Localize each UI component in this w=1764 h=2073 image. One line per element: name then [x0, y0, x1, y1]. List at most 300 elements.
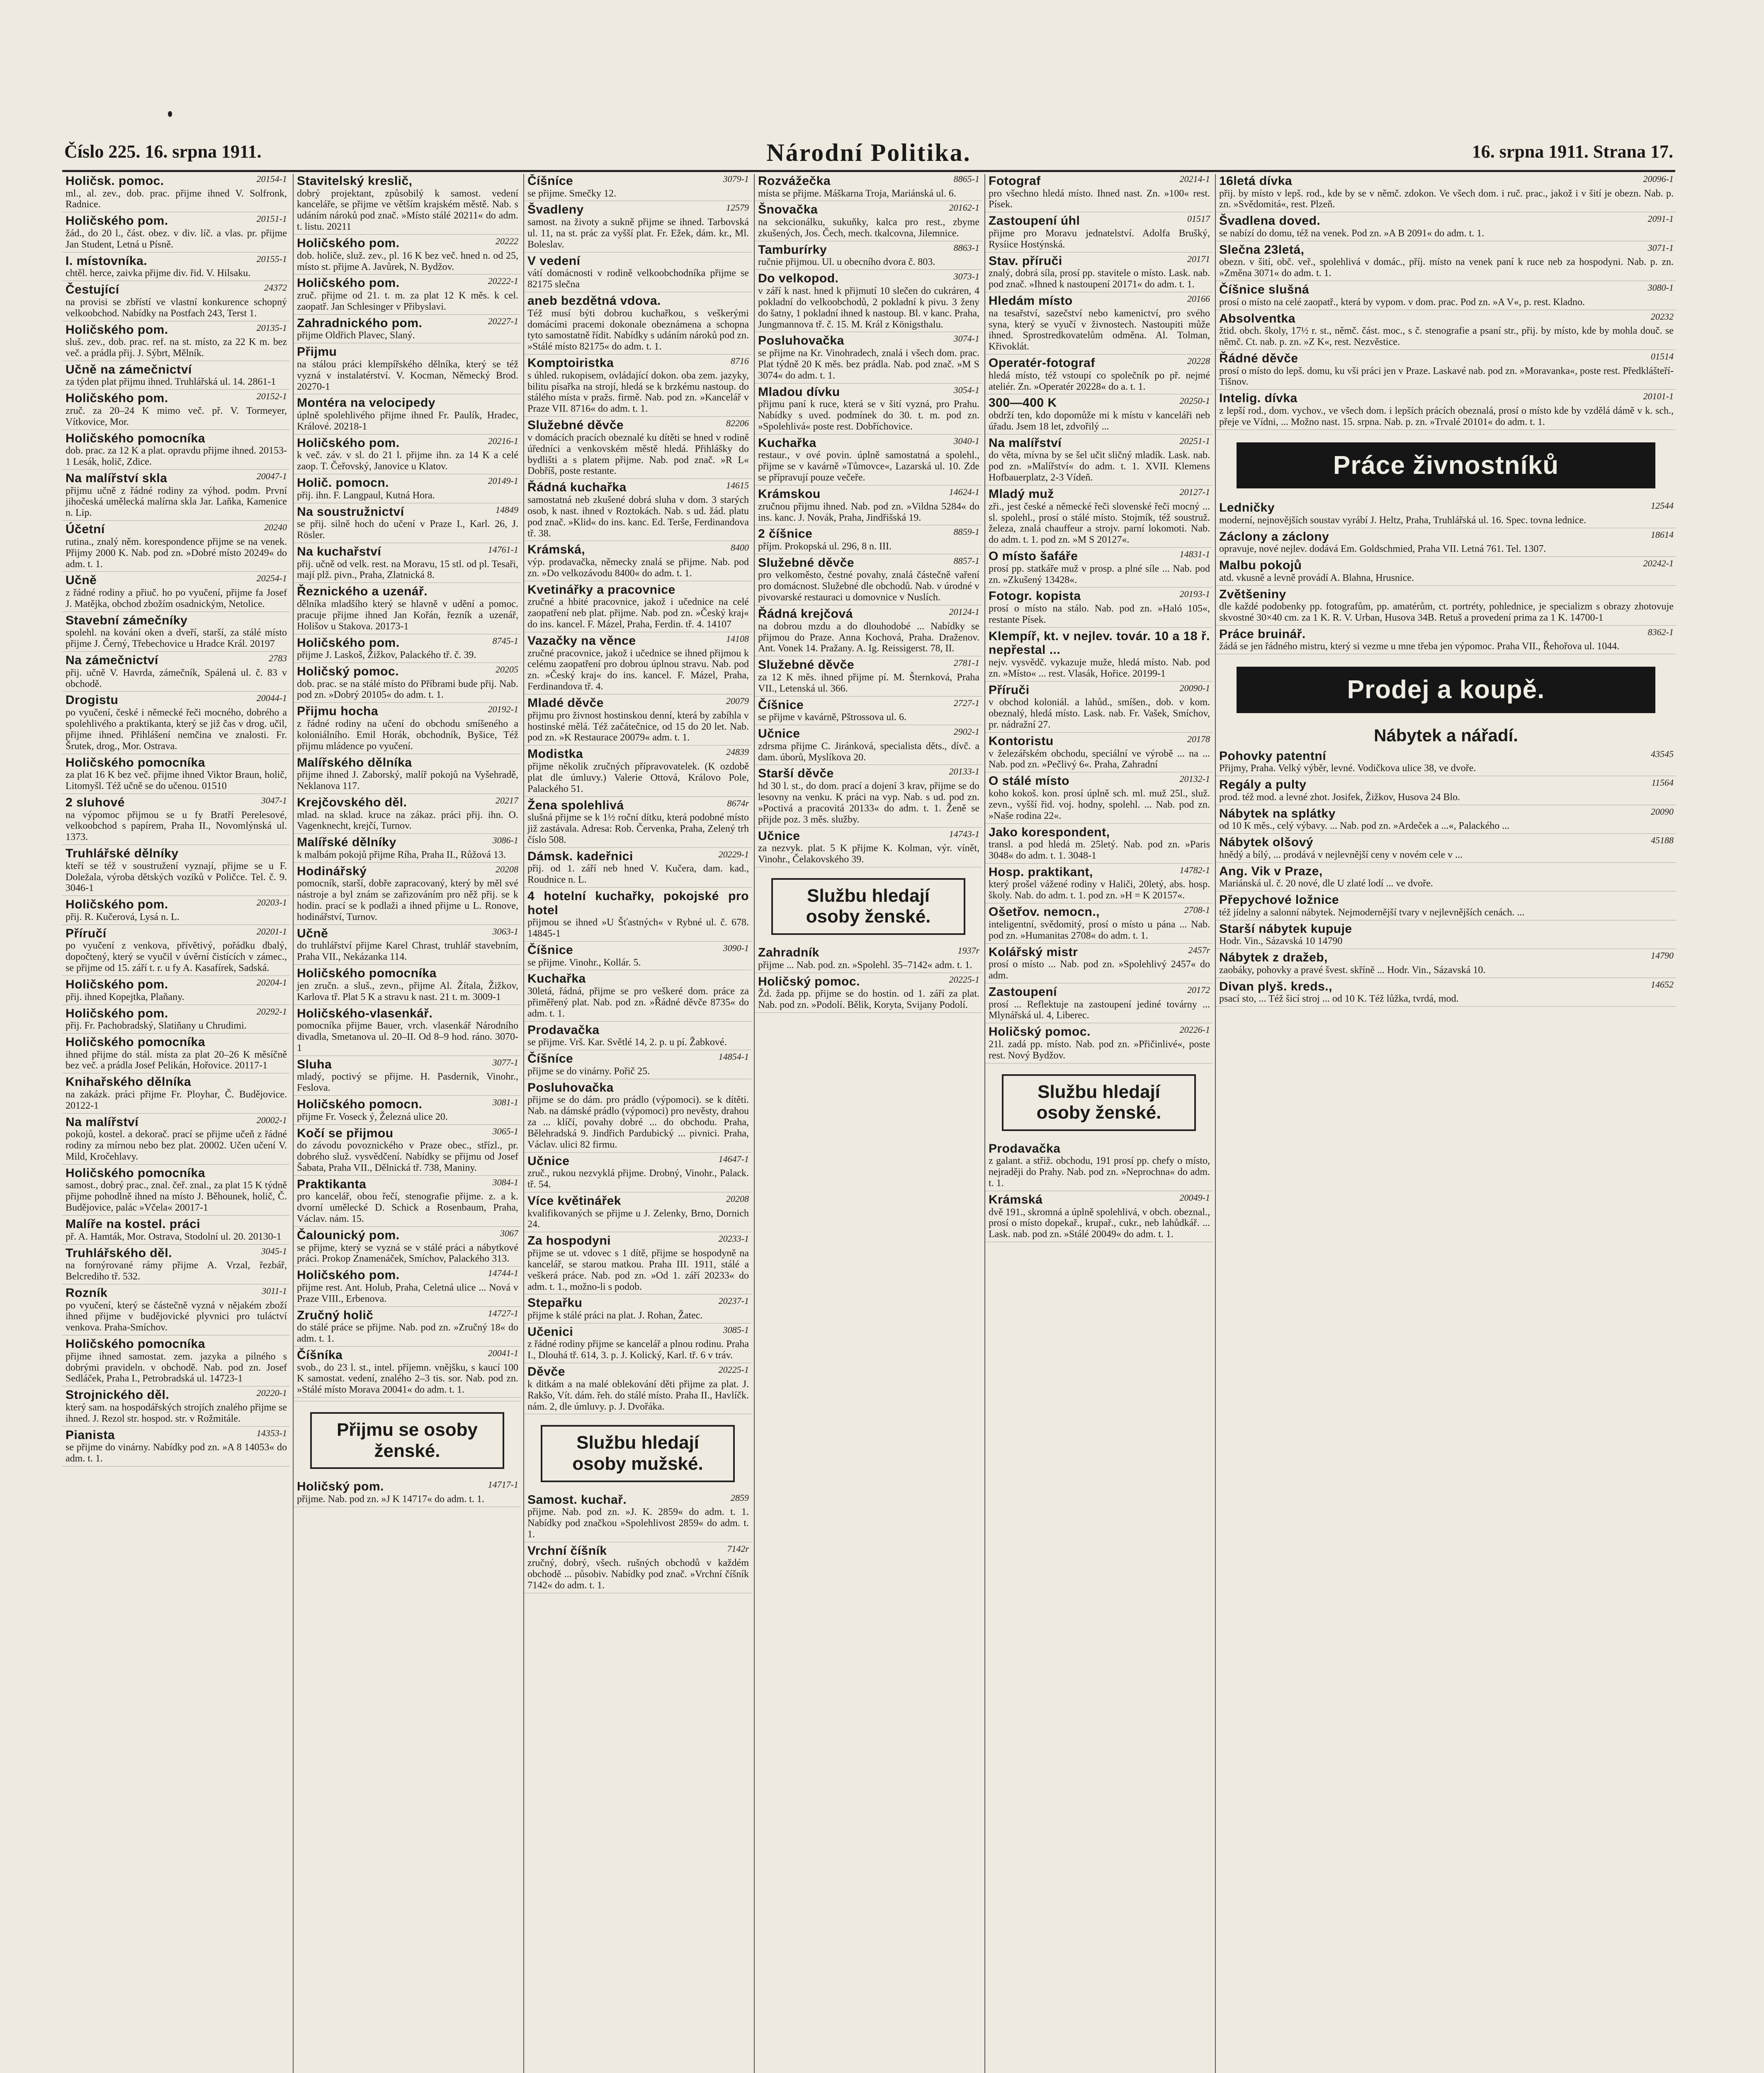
classified-ad [524, 356, 751, 417]
ad-body: přijme ... Nab. pod. zn. »Spolehl. 35–7142« adm. t. 1. [758, 959, 972, 971]
ad-number: 20222-1 [488, 276, 518, 286]
classified-ad [524, 696, 751, 745]
classified-ad [524, 174, 751, 201]
classified-ad [294, 345, 521, 394]
ad-number: 20208 [726, 1193, 749, 1204]
ad-body: prosí o místo na celé zaopatř., která by vypom. v dom. prac. Pod zn. »A V«, p. rest. Kladno. [1219, 296, 1585, 308]
ad-body: dobrý projektant, způsobilý k samost. vedení kanceláře, se přijme ve větším krajském městě. Nab. s udáním nároků pod znač. »Místo stálé 20211« do adm. t. listu. 20211 [297, 188, 518, 233]
ad-number: 20237-1 [718, 1296, 749, 1306]
classified-ad [755, 607, 982, 656]
ad-heading: Na malířství [66, 1115, 139, 1129]
ad-heading: Holičského pom. [297, 636, 400, 650]
classified-ad [62, 363, 289, 390]
ad-body: příjm. Prokopská ul. 296, 8 n. III. [758, 541, 892, 552]
ad-body: přijme J. Laskoš, Žižkov, Palackého tř. č. 39. [297, 650, 476, 661]
classified-ad [524, 1052, 751, 1079]
ad-body: přijme rest. Ant. Holub, Praha, Celetná ulice ... Nová v Praze VIII., Erbenova. [297, 1282, 518, 1304]
ad-heading: Mladou dívku [758, 385, 840, 399]
ad-heading: Holičského pom. [66, 323, 168, 337]
ad-number: 8865-1 [953, 174, 979, 184]
ad-heading: Vrchní číšník [527, 1544, 607, 1558]
ad-number: 24372 [264, 282, 287, 293]
ad-heading: Služebné děvče [758, 658, 855, 672]
ad-heading: Komptoiristka [527, 356, 614, 370]
ad-number: 20041-1 [488, 1348, 518, 1358]
ad-heading: Holičského pomocníka [66, 1166, 205, 1180]
ad-body: přijme k stálé práci na plat. J. Rohan, Žatec. [527, 1310, 703, 1321]
ad-body: Přijmy, Praha. Velký výběr, levné. Vodičkova ulice 38, ve dvoře. [1219, 763, 1476, 774]
ad-heading: Absolventka [1219, 311, 1295, 325]
section-banner-sales: Prodej a koupě. [1237, 667, 1655, 713]
ad-body: hledá místo, též vstoupí co společník po př. nejmé ateliér. Zn. »Operatér 20228« do a. t. 1. [989, 370, 1210, 392]
ad-body: přij. R. Kučerová, Lysá n. L. [66, 911, 180, 922]
classified-ad [985, 905, 1212, 943]
ad-body: přijme se ut. vdovec s 1 dítě, přijme se hospodyně na kancelář, se starou matkou. Praha III. 1911, stálé a veškerá práce. Nab. pod zn. »Od 1. září 20233« do adm. t. 1., možno-li s podob. [527, 1248, 749, 1292]
ad-body: výp. prodavačka, německy znalá se přijme. Nab. pod zn. »Do velkozávodu 8400« do adm. t. 1. [527, 557, 749, 579]
classified-ad [294, 796, 521, 834]
ad-heading: Modistka [527, 747, 583, 761]
classified-ad [524, 1493, 751, 1542]
ad-number: 8400 [731, 542, 749, 553]
ad-body: do stálé práce se přijme. Nab. pod zn. »Zručný 18« do adm. t. 1. [297, 1322, 518, 1345]
ad-heading: Starší děvče [758, 767, 834, 781]
ad-body: od 10 K měs., celý výbavy. ... Nab. pod zn. »Ardeček a ...«, Palackého ... [1219, 820, 1510, 832]
ad-heading: Mladý muž [989, 487, 1054, 501]
ad-body: z lepší rod., dom. vychov., ve všech dom. i lepších prácích obeznalá, prosí o místo kde by vzdělá dámě v k. sch., přeje ve Vídni, ... Možno nast. 15. srpna. Nab. p. zn. »Trvalé 20101« do adm. t. 1. [1219, 405, 1674, 427]
newspaper-title: Národní Politika. [766, 139, 971, 166]
ad-heading: Zastoupení [989, 985, 1057, 999]
ad-heading: Malířského dělníka [297, 755, 412, 769]
ad-body: z galant. a střiž. obchodu, 191 prosí pp. chefy o místo, nejraději do Prahy. Nab. pod zn. »Neprochna« do adm. t. 1. [989, 1155, 1210, 1189]
classified-ad [985, 487, 1212, 548]
ad-body: po vyučení, který se částečně vyzná v nějakém zboží ihned přijme v budějovické plyvnici pro tuláctví venkova. Praha-Smíchov. [66, 1300, 287, 1333]
ad-number: 20162-1 [949, 202, 979, 213]
header-rule [62, 170, 1675, 172]
ad-body: se nabízí do domu, též na venek. Pod zn. »A B 2091« do adm. t. 1. [1219, 228, 1485, 239]
ad-heading: Na zámečnictví [66, 653, 158, 668]
ad-heading: Učně [297, 926, 328, 940]
ad-body: žád., do 20 l., část. obez. v div. líč. a vlas. pr. přijme Jan Student, Letná u Písně. [66, 228, 287, 250]
classified-ad [755, 385, 982, 435]
ad-heading: Šnovačka [758, 203, 818, 217]
classified-ad [62, 391, 289, 430]
ad-number: 20254-1 [256, 573, 287, 584]
ad-body: přij. ihn. F. Langpaul, Kutná Hora. [297, 490, 435, 501]
ad-heading: Na soustružnictví [297, 505, 404, 519]
ad-heading: Regály a pulty [1219, 778, 1307, 792]
ad-body: zručný, dobrý, všech. rušných obchodů v každém obchodě ... působiv. Nabídky pod znač. »Vrchní číšník 7142« do adm. t. 1. [527, 1558, 749, 1591]
ad-heading: Holičského pom. [297, 276, 400, 290]
ad-number: 20220-1 [256, 1388, 287, 1398]
ad-number: 14790 [1651, 950, 1674, 961]
ad-number: 20225-1 [718, 1364, 749, 1375]
ad-heading: 300—400 K [989, 396, 1057, 410]
ad-heading: Švadlena doved. [1219, 214, 1321, 228]
ad-heading: Více květinářek [527, 1194, 621, 1208]
ad-number: 20166 [1187, 294, 1210, 304]
ad-heading: Kuchařka [758, 436, 816, 450]
issue-number: Číslo 225. 16. srpna 1911. [64, 141, 262, 162]
ad-heading: Krámská, [527, 543, 586, 557]
classified-ad [1216, 922, 1676, 949]
classified-ad [294, 704, 521, 754]
ad-body: žádá se jen řádného mistru, který si vezme u mne třeba jen výpomoc. Praha VII., Řehořova ul. 1044. [1219, 641, 1620, 652]
classified-ad [755, 487, 982, 525]
ad-heading: Krámská [989, 1193, 1043, 1206]
ad-body: na tesařství, sazečství nebo kamenictví, pro svého syna, který se vyučí v živnostech. Nastoupiti může ihned. Sprostredkovatelům odměna. Al. Tolman, Křivoklát. [989, 308, 1210, 352]
ad-number: 8857-1 [953, 555, 979, 566]
ad-number: 45188 [1651, 835, 1674, 846]
ad-number: 3063-1 [492, 926, 518, 937]
classified-ad [294, 236, 521, 274]
ad-body: do truhlářství přijme Karel Chrast, truhlář stavebním, Praha VII., Nekázanka 114. [297, 940, 518, 963]
classified-columns [62, 174, 1675, 2073]
ad-heading: Přepychové ložnice [1219, 893, 1339, 907]
ad-body: přijmou se ihned »U Šťastných« v Rybné ul. č. 678. 14845-1 [527, 917, 749, 939]
ad-body: zruč. přijme od 21. t. m. za plat 12 K měs. k cel. zaopatř. Jan Schlesinger v Přibyslavi. [297, 290, 518, 312]
classified-ad [294, 1007, 521, 1056]
ad-heading: 4 hotelní kuchařky, pokojské pro hotel [527, 889, 749, 917]
ad-number: 3054-1 [953, 384, 979, 395]
ad-body: na provisi se zbřístí ve vlastní konkurence schopný velkoobchod. Nabídky na Postfach 243, Terst 1. [66, 296, 287, 319]
ad-heading: Nábytek na splátky [1219, 806, 1336, 820]
ad-body: obezn. v šití, obč. veř., spolehlivá v domác., příj. místo na venek paní k ruce neb za hospodyni. Nab. p. zn. »Změna 3071« do adm. t. 1. [1219, 257, 1674, 279]
ad-body: z řádné rodiny a přiuč. ho po vyučení, přijme fa Josef J. Matějka, obchod zbožím osadnickým, Netolice. [66, 587, 287, 609]
ad-number: 14717-1 [488, 1479, 518, 1490]
classified-ad [755, 527, 982, 554]
ad-number: 20292-1 [256, 1006, 287, 1017]
ad-body: do závodu povoznického v Praze obec., střízl., pr. dobrého služ. vysvědčení. Nabídky se přijmu od Josef Šabata, Praha VII., Dělnická tř. 738, Maniny. [297, 1140, 518, 1173]
classified-ad [62, 1115, 289, 1165]
ad-heading: Služebné děvče [527, 418, 624, 432]
ad-body: samost., dobrý prac., znal. čeř. znal., za plat 15 K týdně přijme pohodlně ihned na místo J. Běhounek, holič, Č. Budějovice, palác »Včela« 20017-1 [66, 1180, 287, 1214]
ad-heading: Rozník [66, 1286, 108, 1300]
ad-heading: Klempíř, kt. v nejlev. továr. 10 a 18 ř. nepřestal ... [989, 629, 1210, 657]
ad-heading: Fotogr. kopista [989, 589, 1081, 603]
classified-ad [524, 203, 751, 252]
ad-body: prosí ... Reflektuje na zastoupení jediné továrny ... Mlynářská ul. 4, Liberec. [989, 999, 1210, 1021]
ad-number: 01517 [1187, 214, 1210, 224]
classified-ad [524, 799, 751, 848]
ad-body: prod. též mod. a levné zhot. Josifek, Žižkov, Husova 24 Blo. [1219, 791, 1460, 803]
ad-heading: Číšníce [527, 1052, 573, 1066]
ad-number: 8859-1 [953, 527, 979, 537]
ad-number: 20178 [1187, 733, 1210, 744]
ad-body: ručnie přijmou. Ul. u obecního dvora č. 803. [758, 257, 935, 268]
ad-body: transl. a pod hledá m. 25letý. Nab. pod zn. »Paris 3048« do adm. t. 1. 3048-1 [989, 839, 1210, 861]
ad-heading: Samost. kuchař. [527, 1493, 627, 1507]
ad-body: za 12 K měs. ihned přijme pí. M. Šternková, Praha VII., Letenská ul. 366. [758, 672, 979, 694]
ad-number: 3047-1 [261, 795, 287, 806]
ad-number: 3090-1 [723, 943, 749, 953]
ad-heading: Kuchařka [527, 972, 586, 986]
classified-ad [985, 356, 1212, 394]
ad-body: dob. holiče, služ. zev., pl. 16 K bez več. hned n. od 25, místo st. přijme A. Javůrek, N. Bydžov. [297, 250, 518, 272]
classified-ad [524, 294, 751, 354]
classified-ad [1216, 893, 1676, 920]
ad-number: 20251-1 [1179, 435, 1210, 446]
ad-number: 20154-1 [256, 174, 287, 184]
classified-ad [294, 864, 521, 925]
ad-heading: Holičský pomoc. [297, 665, 399, 678]
classified-ad [294, 436, 521, 474]
ad-heading: Posluhovačka [527, 1080, 614, 1095]
ad-heading: Truhlářské dělníky [66, 847, 179, 861]
classified-ad [62, 1388, 289, 1426]
classified-ad [1216, 627, 1676, 654]
ad-body: na sekcionálku, sukuňky, kalca pro rest., zbyme zkušených, Jos. Čech, mech. tkalcovna, Jilemnice. [758, 217, 979, 239]
ad-number: 2859 [731, 1492, 749, 1503]
ad-heading: Do velkopod. [758, 272, 839, 286]
ad-number: 3081-1 [492, 1097, 518, 1108]
ad-heading: Čestující [66, 283, 119, 297]
ad-heading: Krejčovského děl. [297, 795, 407, 809]
classified-ad [755, 436, 982, 485]
ad-heading: Prodavačka [527, 1023, 600, 1037]
ad-number: 14854-1 [718, 1051, 749, 1062]
ad-number: 8716 [731, 356, 749, 367]
ad-number: 7142r [727, 1543, 749, 1554]
ad-number: 14615 [726, 480, 749, 491]
section-box-heading: Službu hledají osoby ženské. [1002, 1074, 1196, 1131]
ad-heading: Přijmu hocha [297, 704, 379, 719]
classified-ad [1216, 352, 1676, 390]
ad-heading: Holičského pomocníka [297, 966, 437, 981]
ad-body: mlad. na sklad. kruce na zákaz. práci přij. ihn. O. Vagenknecht, krejčí, Turnov. [297, 809, 518, 832]
ad-number: 20203-1 [256, 897, 287, 908]
ad-number: 20232 [1651, 311, 1674, 322]
classified-ad [524, 943, 751, 970]
ad-heading: Nábytek olšový [1219, 835, 1314, 850]
ad-heading: Jako korespondent, [989, 825, 1110, 839]
classified-ad [524, 850, 751, 888]
classified-ad [294, 1480, 521, 1507]
ad-body: pro kancelář, obou řečí, stenografie přijme. z. a k. dvorní umělecké D. Schick a Rosenbaum, Praha, Václav. nám. 15. [297, 1191, 518, 1225]
ad-number: 14647-1 [718, 1153, 749, 1164]
classified-ad [62, 614, 289, 652]
classified-ad [62, 323, 289, 361]
classified-ad [1216, 174, 1676, 212]
ad-heading: Holičského pom. [66, 978, 168, 992]
classified-ad [524, 889, 751, 942]
ad-number: 14727-1 [488, 1308, 518, 1318]
classified-ad [1216, 501, 1676, 528]
classified-ad [524, 1365, 751, 1414]
ad-heading: Kvetinářky a pracovnice [527, 583, 675, 597]
bullet-mark [168, 111, 172, 117]
ad-body: přijme se do dám. pro prádlo (výpomoci). se k dítěti. Nab. na dámské prádlo (výpomoci) pro nevěsty, drahou za ... klíčí, povahy dobré ... do obchodu. Praha, Bělehradská 9. Jindřich Pardubický ... pivnici. Praha, Václav. ulici 82 firmu. [527, 1095, 749, 1150]
ad-number: 14782-1 [1179, 864, 1210, 875]
ad-number: 20216-1 [488, 435, 518, 446]
classified-ad [524, 1544, 751, 1593]
ad-number: 2727-1 [953, 697, 979, 708]
ad-number: 20214-1 [1179, 174, 1210, 184]
ad-heading: Švadleny [527, 203, 584, 217]
classified-ad [62, 1246, 289, 1284]
ad-heading: Holičského pom. [66, 898, 168, 912]
classified-ad [294, 396, 521, 434]
section-box-heading: Službu hledají osoby ženské. [771, 878, 965, 935]
ad-number: 18614 [1651, 529, 1674, 540]
ad-number: 8362-1 [1647, 626, 1674, 637]
classified-ad [294, 636, 521, 663]
classified-ad [524, 543, 751, 581]
ad-heading: Holičského pom. [66, 214, 168, 228]
classified-ad [1216, 749, 1676, 776]
classified-ad [985, 865, 1212, 903]
ad-body: přijme ihned J. Zaborský, malíř pokojů na Vyšehradě, Neklanova 117. [297, 769, 518, 792]
classified-ad [755, 272, 982, 332]
ad-heading: Strojnického děl. [66, 1388, 170, 1402]
ad-heading: Řádná kuchařka [527, 481, 627, 495]
ad-number: 20217 [496, 795, 518, 806]
classified-ad [985, 214, 1212, 252]
ad-heading: Holič. pomocn. [297, 476, 389, 490]
ad-body: zručné pracovnice, jakož i učednice se ihned přijmou k celému zaopatření pro dobrou úplnou stravu. Nab. pod zn. »Český kraj« do ins. kancel. F. Mázel, Praha, Ferdinandova tř. 4. [527, 648, 749, 692]
ad-heading: Holičského pomocníka [66, 1337, 205, 1351]
ad-heading: Starší nábytek kupuje [1219, 922, 1352, 936]
ad-body: též jídelny a salonní nábytek. Nejmodernější tvary v nejlevnějších cenách. ... [1219, 907, 1525, 918]
classified-ad [294, 316, 521, 343]
ad-heading: Krámskou [758, 487, 821, 501]
ad-heading: V vedení [527, 254, 581, 268]
ad-heading: Číšnice [527, 943, 573, 957]
classified-ad [524, 418, 751, 479]
ad-body: dle každé podobenky pp. fotografům, pp. amatérům, ct. portréty, pohlednice, je specializm s obrazy zhotovuje skvostné 30×40 cm. za 1 K. R. V. Urban, Husova 34B. Retuš a provedení prima za 1 K. 14700-1 [1219, 601, 1674, 623]
classified-ad [755, 727, 982, 765]
ad-heading: Ang. Vik v Praze, [1219, 864, 1323, 878]
ad-heading: Kočí se přijmou [297, 1126, 394, 1140]
classified-ad [62, 1035, 289, 1073]
ad-number: 43545 [1651, 748, 1674, 759]
ad-body: 21l. zadá pp. místo. Nab. pod zn. »Přičinlivé«, poste rest. Nový Bydžov. [989, 1039, 1210, 1061]
ad-number: 20228 [1187, 356, 1210, 367]
ad-body: přijme. Nab. pod zn. »J K 14717« do adm. t. 1. [297, 1494, 484, 1505]
ad-number: 2708-1 [1184, 905, 1210, 915]
classified-ad [62, 1337, 289, 1386]
ad-body: přij. Fr. Pachobradský, Slatiňany u Chrudimi. [66, 1020, 247, 1032]
classified-ad [524, 1081, 751, 1153]
ad-heading: Děvče [527, 1365, 565, 1379]
ad-number: 3071-1 [1647, 242, 1674, 253]
ad-body: zručné a hbité pracovnice, jakož i učednice na celé zaopatření neb plat. přijme. Nab. pod zn. »Český kraj« do ins. kancel. F. Mázel, Praha, Ferdin. tř. 4. 14107 [527, 597, 749, 630]
classified-ad [985, 774, 1212, 823]
ad-heading: Rozvážečka [758, 174, 831, 188]
classified-ad [985, 396, 1212, 434]
ad-body: spolehl. na kování oken a dveří, starší, za stálé místo přijme J. Černý, Třebechovice u Hradce Král. 20197 [66, 627, 287, 650]
classified-ad [294, 966, 521, 1005]
ad-body: vátí domácnosti v rodině velkoobchodníka přijme se 82175 slečna [527, 268, 749, 290]
ad-body: chtěl. herce, zaivka přijme div. řid. V. Hilsaku. [66, 268, 251, 279]
ad-body: sluš. zev., dob. prac. ref. na st. místo, za 22 K m. bez več. a prádla přij. J. Sýbrt, Mělník. [66, 337, 287, 359]
classified-ad [1216, 951, 1676, 978]
ad-number: 3086-1 [492, 835, 518, 846]
column-2 [293, 174, 521, 2073]
ad-number: 3079-1 [723, 174, 749, 184]
classified-ad [985, 629, 1212, 682]
ad-body: koho kokoš. kon. prosí úplně sch. ml. muž 25l., služ. zevn., vyšší řid. voj. hodny, spolehl. ... Nab. pod zn. »Naše rodina 22«. [989, 788, 1210, 821]
ad-number: 20205 [496, 664, 518, 675]
ad-body: přijme Fr. Voseck ý, Železná ulice 20. [297, 1111, 448, 1122]
ad-number: 20101-1 [1643, 391, 1674, 402]
ad-heading: Žena spolehlivá [527, 798, 624, 812]
ad-heading: Sluha [297, 1057, 332, 1071]
classified-ad [755, 975, 982, 1013]
classified-ad [62, 1428, 289, 1466]
classified-ad [1216, 243, 1676, 281]
classified-ad [755, 334, 982, 383]
classified-ad [1216, 530, 1676, 557]
ad-number: 8745-1 [492, 635, 518, 646]
ad-body: Též musí býti dobrou kuchařkou, s veškerými domácími pracemi dokonale obeznámena a schopna tyto samostatně řídit. Nabídky s udáním nároků pod zn. »Stálé místo 82175« do adm. t. 1. [527, 308, 749, 352]
classified-ad [524, 254, 751, 292]
ad-number: 20201-1 [256, 926, 287, 937]
ad-heading: Divan plyš. kreds., [1219, 979, 1332, 993]
ad-heading: Příručí [66, 926, 107, 940]
ad-number: 20090-1 [1179, 682, 1210, 693]
ad-heading: Zahradnického pom. [297, 316, 423, 330]
ad-heading: Praktikanta [297, 1177, 367, 1191]
ad-body: kvalifikovaných se přijme u J. Zelenky, Brno, Dornich 24. [527, 1208, 749, 1230]
classified-ad [62, 756, 289, 794]
classified-ad [294, 276, 521, 314]
ad-number: 24839 [726, 747, 749, 757]
ad-body: na stálou práci klempířského dělníka, který se též vyzná v instalatérství. V. Kocman, Německý Brod. 20270-1 [297, 359, 518, 392]
ad-number: 14108 [726, 633, 749, 644]
classified-ad [524, 1154, 751, 1192]
ad-number: 3065-1 [492, 1126, 518, 1136]
ad-heading: Zručný holič [297, 1308, 374, 1322]
ad-heading: Tamburírky [758, 243, 827, 257]
ad-heading: aneb bezdětná vdova. [527, 294, 661, 308]
ad-heading: Knihařského dělníka [66, 1075, 191, 1089]
ad-number: 20193-1 [1179, 589, 1210, 600]
ad-number: 1937r [957, 945, 979, 956]
classified-ad [1216, 391, 1676, 430]
classified-ad [985, 825, 1212, 864]
ad-heading: Operatér-fotograf [989, 356, 1095, 370]
ad-number: 12579 [726, 202, 749, 213]
ad-heading: Hodinářský [297, 864, 367, 878]
ad-heading: Na malířství [989, 436, 1062, 450]
ad-heading: Příruči [989, 683, 1030, 697]
ad-heading: Holičského pomocníka [66, 755, 205, 769]
ad-number: 01514 [1651, 351, 1674, 362]
classified-ad [1216, 587, 1676, 626]
section-box-heading: Přijmu se osoby ženské. [310, 1412, 504, 1469]
ad-number: 14652 [1651, 979, 1674, 990]
ad-heading: Na kuchařství [297, 544, 381, 558]
column-3 [523, 174, 751, 2073]
ad-heading: Na malířství skla [66, 471, 168, 485]
ad-heading: Záclony a záclony [1219, 529, 1329, 544]
classified-ad [62, 283, 289, 321]
ad-body: přijme pro Moravu jednatelství. Adolfa Brušký, Rysíice Hostýnská. [989, 228, 1210, 250]
ad-number: 20229-1 [718, 849, 749, 859]
ad-body: přij. by místo v lepš. rod., kde by se v němč. zdokon. Ve všech dom. i ruč. prac., jakož i v šití je obezn. Nab. p. zn. »Svědomitá«, rest. Plzeň. [1219, 188, 1674, 210]
ad-number: 3045-1 [261, 1245, 287, 1256]
ad-number: 2781-1 [953, 658, 979, 668]
ad-body: dvě 191., skromná a úplně spolehlivá, v obch. obeznal., prosí o místo dopekař., krupař., cukr., neb lahůdkář. ... Lask. nab. pod zn. »Stálé 20049« do adm. t. 1. [989, 1206, 1210, 1240]
classified-ad [62, 653, 289, 692]
ad-number: 3077-1 [492, 1057, 518, 1068]
ad-heading: Ošetřov. nemocn., [989, 905, 1100, 919]
classified-ad [1216, 558, 1676, 585]
classified-ad [62, 1217, 289, 1244]
ad-body: pro všechno hledá místo. Ihned nast. Zn. »100« rest. Písek. [989, 188, 1210, 210]
ad-body: na dobrou mzdu a do dlouhodobé ... Nabídky se přijmou do Praze. Anna Kochová, Praha. Draženov. Ant. Vonek 14. Pražany. A. Ig. Reissigerst. 78, II. [758, 621, 979, 654]
ad-body: dob. prac. za 12 K a plat. opravdu přijme ihned. 20153-1 Lesák, holič, Zdice. [66, 445, 287, 468]
